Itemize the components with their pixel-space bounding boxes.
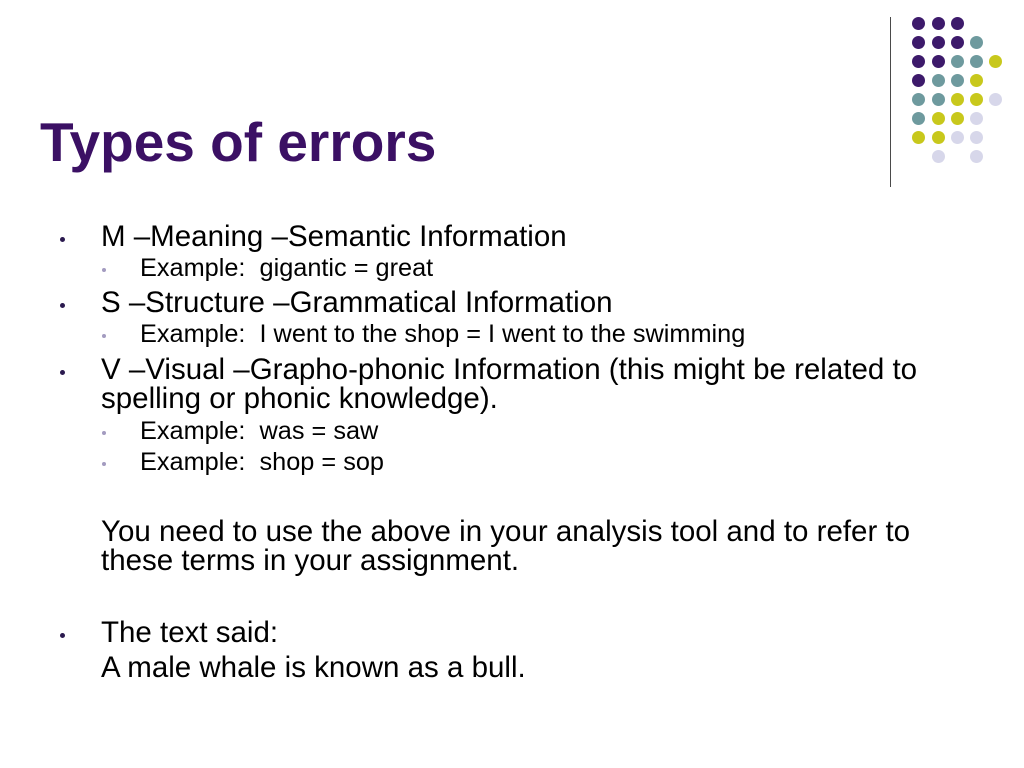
- bullet-dot: [60, 303, 65, 308]
- example-visual-text-2: Example: shop = sop: [140, 448, 384, 476]
- lavender-dot: [951, 131, 964, 144]
- bullet-structure-text: S –Structure –Grammatical Information: [101, 286, 613, 319]
- purple-dot: [912, 74, 925, 87]
- purple-dot: [932, 55, 945, 68]
- sub-bullet-dot: [102, 268, 106, 272]
- purple-dot: [912, 36, 925, 49]
- lavender-dot: [970, 112, 983, 125]
- instruction-text: You need to use the above in your analysis tool and to refer to these terms in your assignment.: [101, 515, 919, 577]
- purple-dot: [912, 17, 925, 30]
- lavender-dot: [970, 131, 983, 144]
- example-structure-text: Example: I went to the shop = I went to the swimming: [140, 320, 746, 348]
- slide-title: Types of errors: [40, 111, 437, 173]
- teal-dot: [970, 55, 983, 68]
- sub-bullet-dot: [102, 431, 106, 435]
- teal-dot: [970, 36, 983, 49]
- bullet-meaning-text: M –Meaning –Semantic Information: [101, 220, 567, 253]
- bullet-visual-text: V –Visual –Grapho-phonic Information (this might be related to spelling or phonic knowledge).: [101, 353, 926, 415]
- bullet-text-said: The text said:: [101, 616, 279, 649]
- divider-line: [890, 17, 891, 187]
- example-visual-text-1: Example: was = saw: [140, 417, 379, 445]
- yellow-dot: [951, 112, 964, 125]
- yellow-dot: [970, 93, 983, 106]
- purple-dot: [932, 17, 945, 30]
- purple-dot: [951, 17, 964, 30]
- bullet-dot: [60, 633, 65, 638]
- purple-dot: [912, 55, 925, 68]
- quoted-sentence-text: A male whale is known as a bull.: [101, 651, 526, 684]
- example-meaning-text: Example: gigantic = great: [140, 254, 434, 282]
- teal-dot: [932, 74, 945, 87]
- sub-bullet-dot: [102, 334, 106, 338]
- lavender-dot: [989, 93, 1002, 106]
- teal-dot: [912, 93, 925, 106]
- purple-dot: [932, 36, 945, 49]
- yellow-dot: [970, 74, 983, 87]
- yellow-dot: [951, 93, 964, 106]
- teal-dot: [951, 55, 964, 68]
- purple-dot: [951, 36, 964, 49]
- sub-bullet-dot: [102, 462, 106, 466]
- yellow-dot: [989, 55, 1002, 68]
- lavender-dot: [970, 150, 983, 163]
- bullet-dot: [60, 370, 65, 375]
- teal-dot: [932, 93, 945, 106]
- teal-dot: [912, 112, 925, 125]
- yellow-dot: [932, 131, 945, 144]
- yellow-dot: [912, 131, 925, 144]
- yellow-dot: [932, 112, 945, 125]
- teal-dot: [951, 74, 964, 87]
- lavender-dot: [932, 150, 945, 163]
- bullet-dot: [60, 237, 65, 242]
